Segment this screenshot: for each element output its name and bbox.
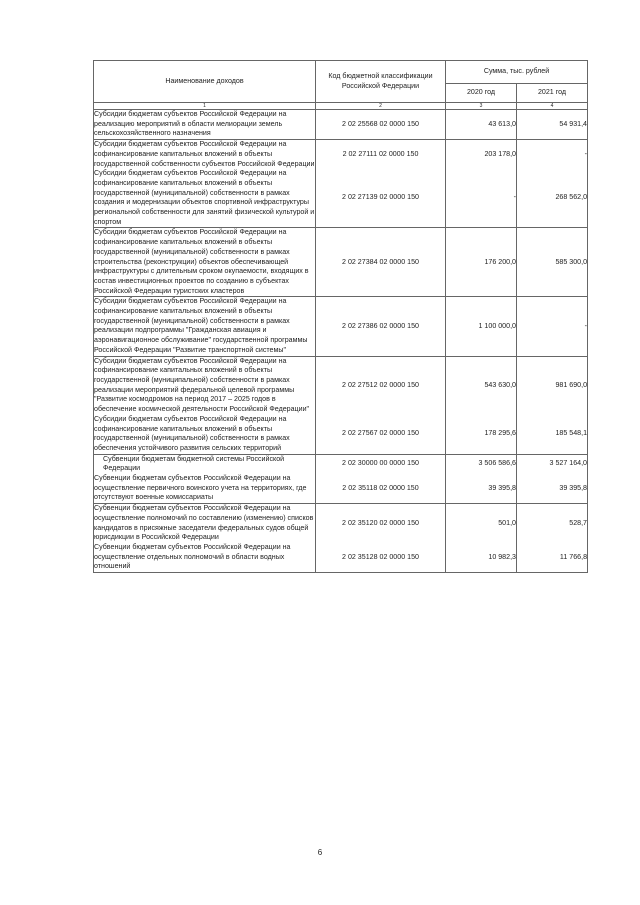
table-row (94, 228, 588, 297)
row-value-2020: 43 613,0 (446, 110, 517, 140)
row-value-2020: 178 295,6 (446, 415, 517, 454)
column-number: 3 (446, 103, 517, 110)
row-code: 2 02 27139 02 0000 150 (316, 169, 446, 228)
header-year-2020: 2020 год (446, 84, 517, 103)
row-code: 2 02 27111 02 0000 150 (316, 140, 446, 170)
table-row (94, 543, 588, 573)
table-row (94, 356, 588, 415)
row-value-2021: 981 690,0 (517, 356, 588, 415)
row-name: Субсидии бюджетам субъектов Российской Федерации на реализацию мероприятий в области мелиорации земель сельскохозяйственного назначения (94, 110, 316, 140)
row-value-2020: 10 982,3 (446, 543, 517, 573)
table-row (94, 297, 588, 356)
row-name: Субсидии бюджетам субъектов Российской Федерации на софинансирование капитальных вложений в объекты государственной (муниципальной) собственности в рамках реализации подпрограммы "Гражданская авиация и аэронавигационное обслуживание" государственной программы Российской Федерации "Развитие транспортной системы" (94, 297, 316, 356)
row-value-2021: 585 300,0 (517, 228, 588, 297)
row-value-2020: 203 178,0 (446, 140, 517, 170)
row-value-2020: 176 200,0 (446, 228, 517, 297)
header-code: Код бюджетной классификации Российской Федерации (316, 61, 446, 103)
table-row (94, 110, 588, 140)
row-value-2021: 39 395,8 (517, 474, 588, 504)
row-value-2021: 185 548,1 (517, 415, 588, 454)
row-name: Субсидии бюджетам субъектов Российской Федерации на софинансирование капитальных вложений в объекты государственной (муниципальной) собственности в рамках обеспечения устойчивого развития сельских территорий (94, 415, 316, 454)
row-code: 2 02 30000 00 0000 150 (316, 454, 446, 474)
column-number: 1 (94, 103, 316, 110)
column-number: 2 (316, 103, 446, 110)
row-name: Субсидии бюджетам субъектов Российской Федерации на софинансирование капитальных вложений в объекты государственной (муниципальной) собственности в рамках создания и модернизации объектов спортивной инфраструктуры региональной собственности для занятий физической культурой и спортом (94, 169, 316, 228)
table-row (94, 169, 588, 228)
row-code: 2 02 27512 02 0000 150 (316, 356, 446, 415)
row-value-2020: 39 395,8 (446, 474, 517, 504)
row-value-2020: 543 630,0 (446, 356, 517, 415)
row-name: Субвенции бюджетам субъектов Российской Федерации на осуществление отдельных полномочий в области водных отношений (94, 543, 316, 573)
row-name: Субсидии бюджетам субъектов Российской Федерации на софинансирование капитальных вложений в объекты государственной собственности субъектов Российской Федерации (94, 140, 315, 168)
row-code: 2 02 27384 02 0000 150 (316, 228, 446, 297)
row-name: Субвенции бюджетам бюджетной системы Российской Федерации (94, 454, 316, 474)
income-table-container (93, 60, 587, 573)
row-value-2021: 54 931,4 (517, 110, 588, 140)
row-name: Субвенции бюджетам субъектов Российской Федерации на осуществление первичного воинского учета на территориях, где отсутствуют военные комиссариаты (94, 474, 316, 504)
table-row (94, 140, 588, 170)
row-value-2020: 1 100 000,0 (446, 297, 517, 356)
row-code: 2 02 25568 02 0000 150 (316, 110, 446, 140)
row-name: Субсидии бюджетам субъектов Российской Федерации на софинансирование капитальных вложений в объекты государственной (муниципальной) собственности в рамках реализации мероприятий федеральной целевой программы "Развитие космодромов на период 2017 – 2025 годов в обеспечение космической деятельности Российской Федерации" (94, 356, 316, 415)
row-name: Субсидии бюджетам субъектов Российской Федерации на софинансирование капитальных вложений в объекты государственной (муниципальной) собственности в рамках строительства (реконструкции) объектов обеспечивающей инфраструктуры с длительным сроком окупаемости, входящих в состав инвестиционных проектов по созданию в субъектах Российской Федерации туристских кластеров (94, 228, 316, 297)
table-row (94, 454, 588, 474)
row-code: 2 02 27567 02 0000 150 (316, 415, 446, 454)
row-value-2020: 501,0 (446, 504, 517, 543)
row-value-2021: - (517, 140, 588, 170)
header-name: Наименование доходов (94, 61, 316, 103)
row-value-2020: - (446, 169, 517, 228)
page-number: 6 (317, 848, 323, 857)
row-name: Субвенции бюджетам субъектов Российской Федерации на осуществление полномочий по составлению (изменению) списков кандидатов в присяжные заседатели федеральных судов общей юрисдикции в Российской Федерации (94, 504, 316, 543)
row-value-2021: - (517, 297, 588, 356)
table-row (94, 415, 588, 454)
row-code: 2 02 27386 02 0000 150 (316, 297, 446, 356)
income-table (93, 60, 588, 573)
row-value-2021: 528,7 (517, 504, 588, 543)
row-code: 2 02 35120 02 0000 150 (316, 504, 446, 543)
table-row (94, 474, 588, 504)
row-value-2021: 3 527 164,0 (517, 454, 588, 474)
header-sum: Сумма, тыс. рублей (446, 61, 588, 84)
column-number: 4 (517, 103, 588, 110)
row-value-2020: 3 506 586,6 (446, 454, 517, 474)
row-value-2021: 268 562,0 (517, 169, 588, 228)
row-code: 2 02 35128 02 0000 150 (316, 543, 446, 573)
row-value-2021: 11 766,8 (517, 543, 588, 573)
table-row (94, 504, 588, 543)
header-year-2021: 2021 год (517, 84, 588, 103)
row-code: 2 02 35118 02 0000 150 (316, 474, 446, 504)
